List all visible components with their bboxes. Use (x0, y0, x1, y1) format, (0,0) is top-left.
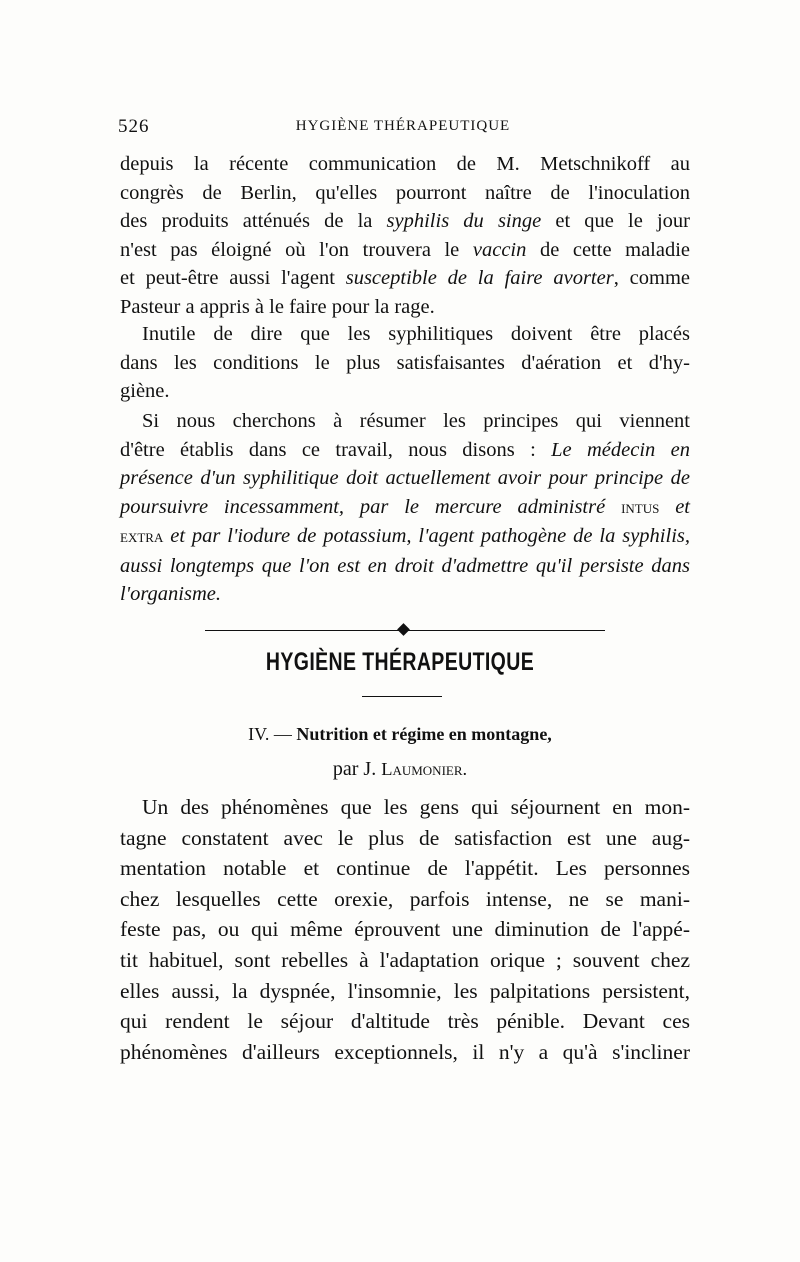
title-underline (362, 696, 442, 697)
paragraph (120, 320, 690, 406)
running-title: HYGIÈNE THÉRAPEUTIQUE (295, 118, 511, 134)
text-line: n'est pas éloigné où l'on trouvera le vaccin de cette maladie (120, 238, 691, 261)
text-line: Un des phénomènes que les gens qui séjournent en mon- (142, 795, 690, 819)
text-line: poursuivre incessamment, par le mercure administré intus et (120, 495, 690, 518)
text-line: chez lesquelles cette orexie, parfois intense, ne se mani- (120, 886, 690, 911)
text-line: l'organisme. (120, 583, 221, 605)
text-line: phénomènes d'ailleurs exceptionnels, il n'y a qu'à s'incliner (120, 1039, 690, 1064)
text-line: tagne constatent avec le plus de satisfaction est une aug- (120, 825, 690, 850)
section-separator (205, 625, 605, 637)
emphasis: syphilis du singe (386, 210, 542, 232)
text-line: des produits atténués de la syphilis du singe et que le jour (120, 210, 690, 232)
text-line: d'être établis dans ce travail, nous disons : Le médecin en (120, 438, 690, 461)
text-line: extra et par l'iodure de potassium, l'agent pathogène de la syphilis, (120, 525, 690, 547)
page-number: 526 (118, 116, 150, 137)
paragraph-article (120, 792, 690, 1067)
emphasis: susceptible de la faire avorter (345, 267, 614, 289)
paragraph-summary (120, 407, 690, 609)
text-line: qui rendent le séjour d'altitude très pénible. Devant ces (120, 1009, 690, 1034)
section-title: HYGIÈNE THÉRAPEUTIQUE (265, 648, 535, 676)
text-line: et peut-être aussi l'agent susceptible de la faire avorter, comme (120, 267, 690, 289)
diamond-ornament-icon (397, 623, 410, 636)
text-line: tit habituel, sont rebelles à l'adaptation orique ; souvent chez (120, 947, 690, 972)
author-name: Laumonier. (381, 759, 468, 779)
text-line: Pasteur a appris à le faire pour la rage. (120, 295, 435, 318)
article-number: IV. — (248, 724, 297, 744)
byline: par J. Laumonier. (332, 758, 468, 780)
article-heading: Nutrition et régime en montagne, (296, 724, 552, 744)
text-line: giène. (120, 380, 170, 402)
text-line: elles aussi, la dyspnée, l'insomnie, les palpitations persistent, (120, 978, 690, 1003)
running-head (118, 116, 688, 140)
text-line: Si nous cherchons à résumer les principes qui viennent (142, 410, 690, 432)
paragraph-continuation (120, 150, 690, 321)
emphasis: vaccin (472, 238, 527, 261)
text-line: feste pas, ou qui même éprouvent une diminution de l'appé- (120, 917, 690, 942)
text-line: Inutile de dire que les syphilitiques doivent être placés (142, 323, 690, 345)
text-line: mentation notable et continue de l'appétit. Les personnes (120, 856, 690, 881)
text-line: depuis la récente communication de M. Metschnikoff au (120, 153, 690, 175)
text-line: présence d'un syphilitique doit actuellement avoir pour principe de (120, 467, 690, 489)
text-line: aussi longtemps que l'on est en droit d'admettre qu'il persiste dans (120, 554, 690, 577)
article-title (0, 724, 800, 745)
text-line: congrès de Berlin, qu'elles pourront naître de l'inoculation (120, 181, 690, 204)
text-line: dans les conditions le plus satisfaisantes d'aération et d'hy- (120, 351, 690, 374)
